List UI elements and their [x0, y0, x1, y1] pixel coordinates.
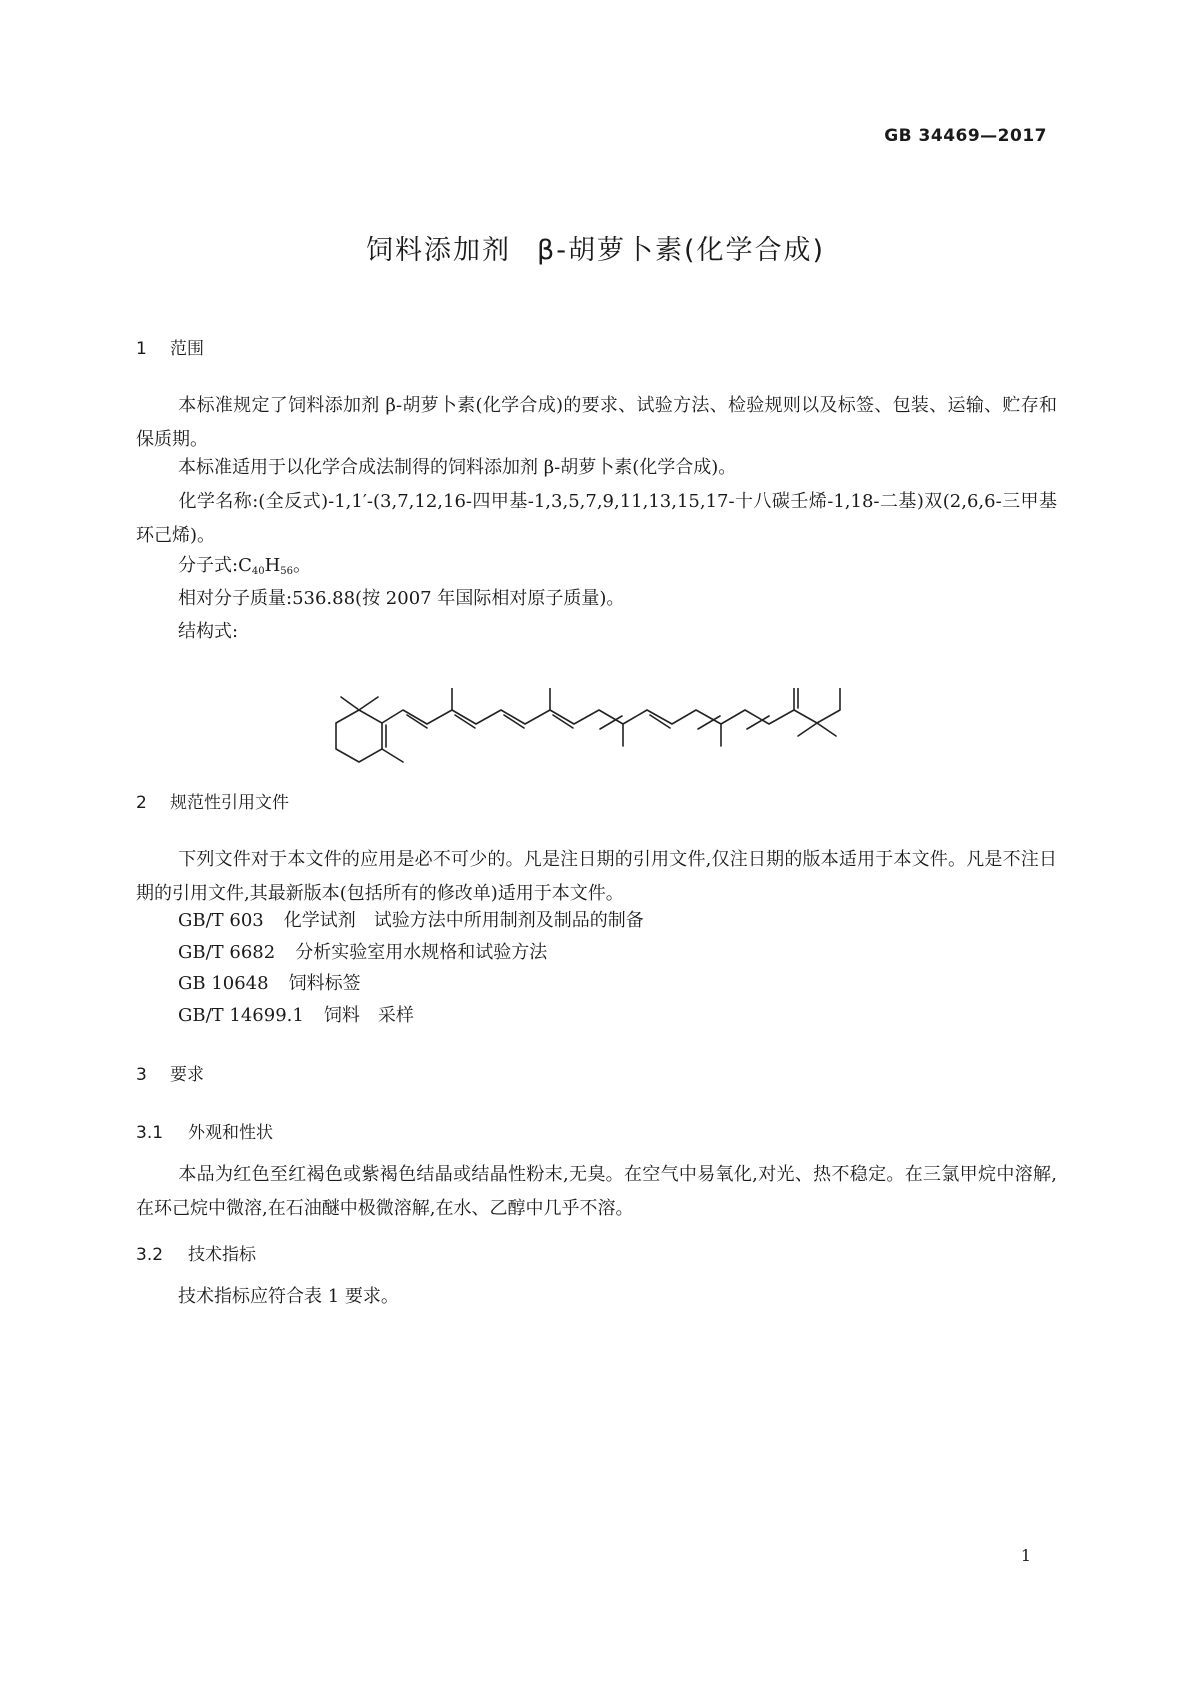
reference-item: GB/T 14699.1 饲料 采样	[178, 1005, 414, 1026]
document-title	[0, 228, 1191, 267]
reference-item: GB 10648 饲料标签	[178, 973, 361, 994]
title-part2: β-胡萝卜素(化学合成)	[536, 235, 826, 266]
section1-paragraph-3: 化学名称:(全反式)-1,1′-(3,7,12,16-四甲基-1,3,5,7,9,11,13,15,17-十八碳壬烯-1,18-二基)双(2,6,6-三甲基环己烯)。	[136, 491, 1057, 546]
structure-label: 结构式:	[178, 621, 239, 642]
molecular-mass: 相对分子质量:536.88(按 2007 年国际相对原子质量)。	[178, 588, 625, 609]
section1-paragraph-2: 本标准适用于以化学合成法制得的饲料添加剂 β-胡萝卜素(化学合成)。	[178, 457, 737, 478]
title-part1: 饲料添加剂	[365, 235, 511, 266]
section1-heading: 1 范围	[136, 339, 204, 359]
reference-item: GB/T 6682 分析实验室用水规格和试验方法	[178, 942, 548, 963]
beta-carotene-structure-diagram	[300, 688, 890, 798]
reference-item: GB/T 603 化学试剂 试验方法中所用制剂及制品的制备	[178, 910, 644, 931]
section2-heading: 2 规范性引用文件	[136, 793, 289, 813]
section3-2-paragraph: 技术指标应符合表 1 要求。	[178, 1286, 399, 1307]
section1-paragraph-1: 本标准规定了饲料添加剂 β-胡萝卜素(化学合成)的要求、试验方法、检验规则以及标签、包装、运输、贮存和保质期。	[136, 395, 1057, 450]
molecular-formula: 分子式$:C_{40}H_{56}$。	[178, 555, 312, 577]
page-number: 1	[1020, 1546, 1031, 1565]
section3-2-heading: 3.2 技术指标	[136, 1245, 256, 1265]
document-code: GB 34469—2017	[884, 126, 1047, 146]
section3-1-paragraph: 本品为红色至红褐色或紫褐色结晶或结晶性粉末,无臭。在空气中易氧化,对光、热不稳定。在三氯甲烷中溶解,在环己烷中微溶,在石油醚中极微溶解,在水、乙醇中几乎不溶。	[136, 1164, 1057, 1219]
section2-paragraph: 下列文件对于本文件的应用是必不可少的。凡是注日期的引用文件,仅注日期的版本适用于本文件。凡是不注日期的引用文件,其最新版本(包括所有的修改单)适用于本文件。	[136, 849, 1057, 904]
section3-heading: 3 要求	[136, 1065, 204, 1085]
section3-1-heading: 3.1 外观和性状	[136, 1123, 273, 1143]
